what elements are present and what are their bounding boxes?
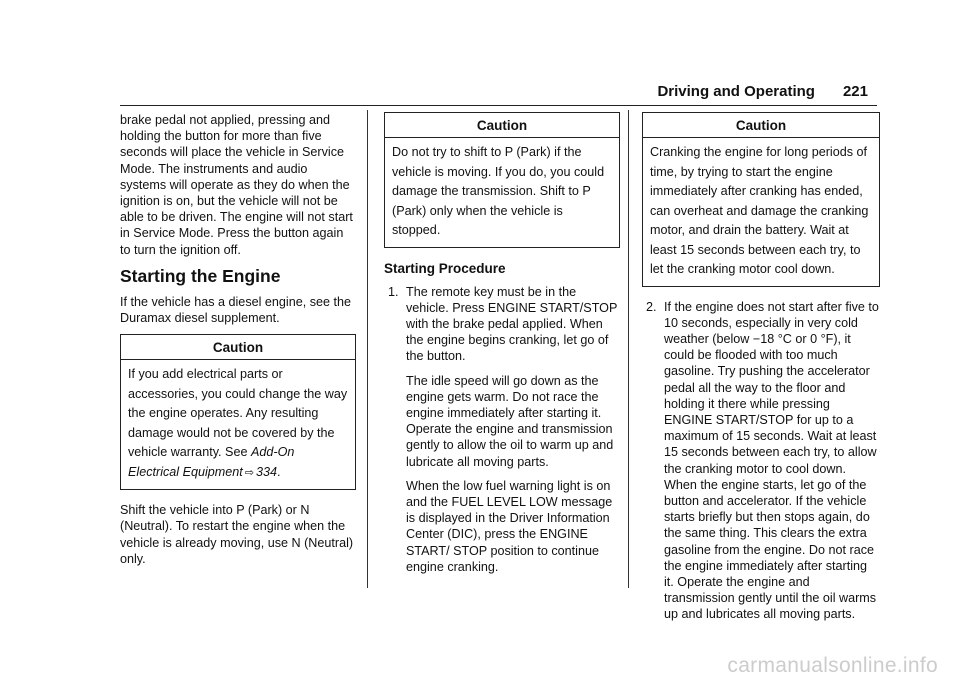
page-number: 221	[842, 83, 868, 100]
section-heading: Starting the Engine	[120, 265, 281, 286]
caution-box-cranking	[642, 112, 880, 287]
procedure-steps	[384, 284, 620, 575]
diesel-note: If the vehicle has a diesel engine, see the Duramax diesel supplement.	[120, 294, 352, 326]
caution-box-electrical	[120, 334, 356, 490]
intro-paragraph: brake pedal not applied, pressing and holding the button for more than five seconds will place the vehicle in Service Mode. The instruments and audio systems will operate as they do when the ignition is on, but the vehicle will not be able to be driven. The engine will not start in Service Mode. Press the button again to turn the ignition off.	[120, 113, 353, 257]
caution-title: Caution	[121, 335, 355, 360]
caution-body	[121, 360, 355, 489]
step-paragraph: When the low fuel warning light is on and the FUEL LEVEL LOW message is displayed in the Driver Information Center (DIC), press the ENGINE START/ STOP position to continue engine cranking.	[406, 478, 613, 574]
caution-box-park	[384, 112, 620, 248]
header-divider	[120, 105, 877, 106]
section-title: Driving and Operating	[657, 83, 815, 100]
step-text: If the engine does not start after five to 10 seconds, especially in very cold weather (below −18 °C or 0 °F), it could be flooded with too much gasoline. Try pushing the accelerator pedal all the way to the floor and holding it there while pressing ENGINE START/STOP for up to a maximum of 15 seconds. Wait at least 15 seconds between each try, to allow the cranking motor to cool down. When the engine starts, let go of the button and accelerator. If the vehicle starts briefly but then stops again, do the same thing. This clears the extra gasoline from the engine. Do not race the engine immediately after starting it. Operate the engine and transmission gently until the oil warms up and lubricates all moving parts.	[664, 299, 879, 622]
caution-title: Caution	[643, 113, 879, 138]
cross-reference-link[interactable]: Add-On Electrical Equipment	[128, 445, 295, 479]
shift-note: Shift the vehicle into P (Park) or N (Neutral). To restart the engine when the vehicle is already moving, use N (Neutral) only.	[120, 503, 354, 566]
column-divider-2	[628, 110, 629, 588]
procedure-steps-continued	[642, 299, 880, 623]
subheading-starting-procedure: Starting Procedure	[384, 260, 506, 276]
step-number: 2.	[646, 299, 657, 314]
page-reference-icon: ⇨	[244, 466, 255, 479]
step-number: 1.	[388, 284, 399, 299]
step-text: The remote key must be in the vehicle. Press ENGINE START/STOP with the brake pedal applied. When the engine begins cranking, let go of the button.	[406, 284, 618, 364]
caution-end: .	[277, 464, 281, 479]
step-item	[642, 299, 880, 623]
caution-text: If you add electrical parts or accessories, you could change the way the engine operates. Any resulting damage would not be covered by the vehicle warranty. See	[128, 367, 348, 460]
watermark: carmanualsonline.info	[727, 653, 938, 677]
column-right	[642, 112, 880, 631]
column-left	[120, 112, 356, 575]
caution-title: Caution	[385, 113, 619, 138]
caution-body: Cranking the engine for long periods of time, by trying to start the engine immediately after cranking has ended, can overheat and damage the cranking motor, and drain the battery. Wait at least 15 seconds between each try, to let the cranking motor cool down.	[650, 145, 869, 276]
step-item	[384, 284, 620, 575]
column-middle	[384, 112, 620, 583]
step-paragraph: The idle speed will go down as the engine gets warm. Do not race the engine immediately after starting it. Operate the engine and transmission gently to allow the oil to warm up and lubricate all moving parts.	[406, 373, 614, 469]
page-header	[657, 84, 868, 100]
cross-reference-page[interactable]: 334	[256, 464, 278, 479]
caution-body: Do not try to shift to P (Park) if the vehicle is moving. If you do, you could damage the transmission. Shift to P (Park) only when the vehicle is stopped.	[392, 145, 605, 237]
column-divider-1	[367, 110, 368, 588]
